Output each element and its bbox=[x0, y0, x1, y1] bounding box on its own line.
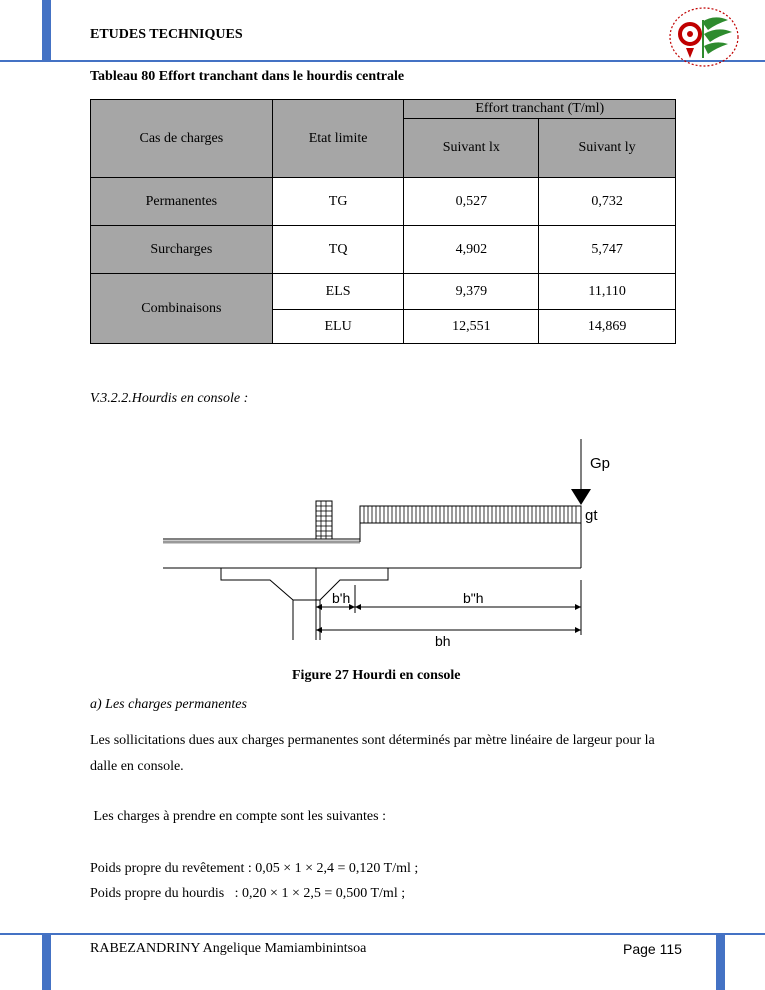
table-caption: Tableau 80 Effort tranchant dans le hourdis centrale bbox=[90, 69, 405, 84]
figure-caption: Figure 27 Hourdi en console bbox=[292, 668, 461, 683]
label-gt: gt bbox=[585, 507, 598, 524]
footer-left-bar bbox=[42, 933, 51, 990]
row-state: ELS bbox=[272, 274, 404, 310]
header-title: ETUDES TECHNIQUES bbox=[90, 27, 243, 42]
subheading: a) Les charges permanentes bbox=[90, 697, 247, 712]
footer-page-number: Page 115 bbox=[623, 941, 682, 957]
row-case: Permanentes bbox=[91, 178, 273, 226]
row-ly: 0,732 bbox=[539, 178, 676, 226]
school-logo-icon bbox=[668, 6, 740, 68]
row-lx: 12,551 bbox=[404, 310, 539, 344]
table-row bbox=[91, 274, 676, 310]
row-case: Surcharges bbox=[91, 226, 273, 274]
header-shear-force: Effort tranchant (T/ml) bbox=[404, 100, 676, 119]
row-state: ELU bbox=[272, 310, 404, 344]
row-case: Combinaisons bbox=[91, 274, 273, 344]
row-ly: 5,747 bbox=[539, 226, 676, 274]
footer-rule bbox=[0, 933, 765, 935]
header-along-ly: Suivant ly bbox=[539, 119, 676, 178]
console-slab-figure bbox=[150, 435, 630, 655]
row-state: TG bbox=[272, 178, 404, 226]
paragraph-intro: Les charges à prendre en compte sont les suivantes : bbox=[90, 809, 386, 824]
table-row bbox=[91, 226, 676, 274]
row-ly: 11,110 bbox=[539, 274, 676, 310]
paragraph-loads: Les sollicitations dues aux charges permanentes sont déterminés par mètre linéaire de largeur pour la dalle en console. bbox=[90, 733, 655, 774]
footer-right-bar bbox=[716, 933, 725, 990]
row-state: TQ bbox=[272, 226, 404, 274]
label-bh-double: b"h bbox=[463, 590, 484, 606]
footer-author: RABEZANDRINY Angelique Mamiambinintsoa bbox=[90, 941, 367, 956]
header-along-lx: Suivant lx bbox=[404, 119, 539, 178]
shear-force-table bbox=[90, 99, 676, 344]
label-bh: bh bbox=[435, 633, 451, 649]
load-line-slab: Poids propre du hourdis : 0,20 × 1 × 2,5 = 0,500 T/ml ; bbox=[90, 886, 406, 901]
label-bh-prime: b'h bbox=[332, 590, 351, 606]
row-lx: 9,379 bbox=[404, 274, 539, 310]
row-lx: 0,527 bbox=[404, 178, 539, 226]
header-limit-state: Etat limite bbox=[272, 100, 404, 178]
row-lx: 4,902 bbox=[404, 226, 539, 274]
table-row bbox=[91, 178, 676, 226]
header-load-case: Cas de charges bbox=[91, 100, 273, 178]
label-gp: Gp bbox=[590, 455, 611, 472]
row-ly: 14,869 bbox=[539, 310, 676, 344]
header-rule bbox=[0, 60, 765, 62]
section-heading: V.3.2.2.Hourdis en console : bbox=[90, 391, 249, 406]
load-line-coating: Poids propre du revêtement : 0,05 × 1 × 2,4 = 0,120 T/ml ; bbox=[90, 861, 419, 876]
header-left-bar bbox=[42, 0, 51, 60]
